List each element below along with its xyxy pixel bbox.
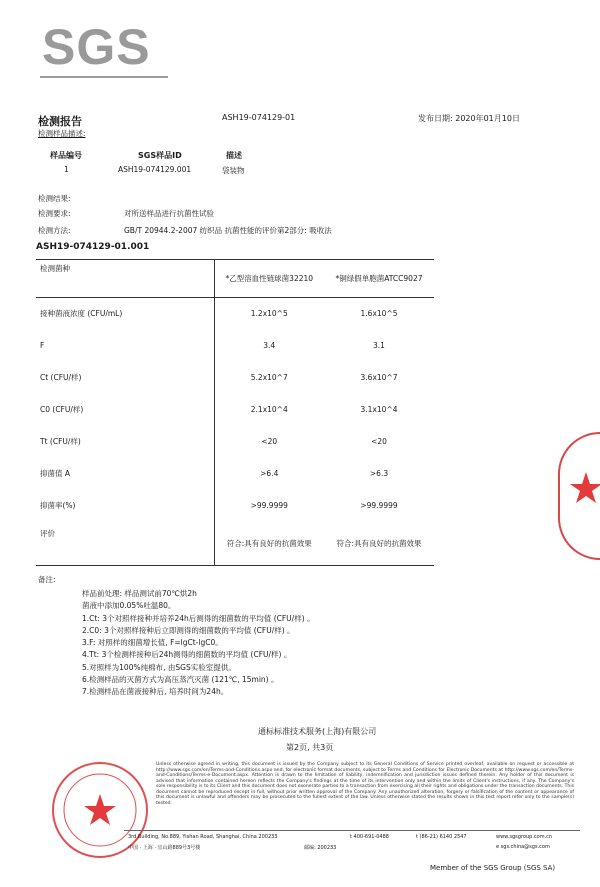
telephone-2: t (86-21) 6140 2547 — [416, 834, 467, 840]
note-line: 6.检测样品的灭菌方式为高压蒸汽灭菌 (121℃, 15min) 。 — [82, 675, 279, 685]
table-row — [36, 426, 434, 458]
results-header-strain-a: *乙型溶血性链球菌32210 — [214, 260, 324, 298]
logo-text: SGS — [42, 19, 151, 75]
results-header-strain-b: *铜绿假单胞菌ATCC9027 — [324, 260, 434, 298]
report-title: 检测报告 — [38, 115, 82, 128]
email-link[interactable]: e sgs.china@sgs.com — [496, 844, 550, 850]
table-row — [36, 362, 434, 394]
table-row — [36, 458, 434, 490]
row-value-b: 3.6x10^7 — [360, 373, 398, 382]
row-value-a: 1.2x10^5 — [250, 309, 288, 319]
description-value: 袋装物 — [222, 166, 245, 175]
row-value-a: <20 — [261, 437, 278, 446]
seal-stamp-right — [558, 432, 600, 560]
row-label: Tt (CFU/样) — [36, 426, 214, 458]
sgs-logo — [42, 19, 170, 80]
results-header-row — [36, 260, 434, 298]
company-name: 通标标准技术服务(上海)有限公司 — [258, 727, 377, 736]
address-band — [124, 830, 580, 854]
row-value-b: 3.1 — [373, 341, 385, 350]
row-value-b: 3.1x10^4 — [360, 405, 398, 414]
address-en: 3rd Building, No.889, Yishan Road, Shanghai, China 200233 — [128, 834, 278, 840]
results-header-strain: 检测菌种 — [36, 260, 214, 298]
page-number: 第2页, 共3页 — [286, 743, 334, 752]
section-id: ASH19-074129-01.001 — [36, 242, 150, 252]
sample-no-header: 样品编号 — [50, 151, 82, 160]
issue-date: 发布日期: 2020年01月10日 — [418, 114, 520, 123]
row-value-b: >99.9999 — [360, 501, 398, 510]
results-table — [36, 259, 434, 566]
row-label: F — [36, 330, 214, 362]
note-line: 2.C0: 3个对照样接种后立即测得的细菌数的平均值 (CFU/样) 。 — [82, 625, 295, 635]
row-label: 评价 — [36, 522, 214, 566]
note-line: 3.F: 对照样的细菌增长值, F=lgCt-lgC0。 — [82, 638, 223, 648]
row-value-a: >99.9999 — [250, 501, 288, 510]
note-line: 菌液中添加0.05%吐温80。 — [82, 601, 176, 611]
table-row — [36, 330, 434, 362]
postcode: 邮编: 200233 — [304, 845, 337, 851]
table-row — [36, 298, 434, 330]
row-label: 抑菌率(%) — [36, 490, 214, 522]
address-cn: 中国 · 上海 · 宜山路889号3号楼 — [128, 845, 201, 851]
row-value-b: 符合:具有良好的抗菌效果 — [324, 522, 434, 566]
test-method-label: 检测方法: — [38, 226, 71, 235]
website-link[interactable]: www.sgsgroup.com.cn — [496, 834, 553, 840]
row-value-b: 1.6x10^5 — [360, 309, 398, 319]
row-label: 抑菌值 A — [36, 458, 214, 490]
test-requirement-label: 检测要求: — [38, 209, 71, 218]
notes-list — [82, 588, 315, 699]
row-value-a: >6.4 — [260, 469, 279, 478]
table-row — [36, 522, 434, 566]
row-label: Ct (CFU/样) — [36, 362, 214, 394]
telephone-1: t 400-691-0488 — [350, 834, 389, 840]
row-value-a: 5.2x10^7 — [250, 373, 288, 382]
row-value-a: 2.1x10^4 — [250, 405, 288, 414]
sgs-sample-id-value: ASH19-074129.001 — [118, 165, 192, 174]
logo-underline — [40, 76, 168, 78]
test-result-label: 检测结果: — [38, 194, 71, 203]
row-label: C0 (CFU/样) — [36, 394, 214, 426]
description-header: 描述 — [226, 151, 242, 160]
member-statement: Member of the SGS Group (SGS SA) — [430, 864, 556, 872]
test-requirement-value: 对所送样品进行抗菌性试验 — [124, 209, 214, 218]
note-line: 5.对照样为100%纯棉布, 由SGS实验室提供。 — [82, 662, 236, 672]
table-row — [36, 394, 434, 426]
sample-no-value: 1 — [64, 165, 69, 174]
row-value-b: <20 — [371, 437, 387, 446]
report-number: ASH19-074129-01 — [222, 113, 296, 122]
row-label: 接种菌液浓度 (CFU/mL) — [36, 298, 214, 330]
note-line: 4.Tt: 3个检测样接种后24h测得的细菌数的平均值 (CFU/样) 。 — [82, 650, 292, 660]
sample-description-label: 检测样品描述: — [38, 129, 86, 138]
row-value-a: 3.4 — [263, 341, 276, 350]
legal-disclaimer: Unless otherwise agreed in writing, this document is issued by the Company subject to its General Conditions of Service printed overleaf, available on request or accessible at http://www.sgs.com/en/Terms-and-Conditions.aspx and, for electronic format documents, subject to Terms and Conditions for Electronic Documents at http://www.sgs.com/en/Terms-and-Conditions/Terms-e-Document.aspx. Attention is drawn to the limitation of liability, indemnification and jurisdiction issues defined therein. Any holder of this document is advised that information contained hereon reflects the Company's findings at the time of its intervention only and within the limits of Client's instructions, if any. The Company's sole responsibility is to its Client and this document does not exonerate parties to a transaction from exercising all their rights and obligations under the transaction documents. This document cannot be reproduced except in full, without prior written approval of the Company. Any unauthorized alteration, forgery or falsification of the content or appearance of this document is unlawful and offenders may be prosecuted to the fullest extent of the law. Unless otherwise stated the results shown in this test report refer only to the sample(s) tested. — [156, 762, 574, 806]
note-line: 样品前处理: 样品测试前70℃烘2h — [82, 589, 197, 598]
test-method-value: GB/T 20944.2-2007 纺织品 抗菌性能的评价第2部分: 吸收法 — [124, 226, 332, 235]
notes-label: 备注: — [38, 575, 56, 584]
star-icon — [560, 434, 600, 560]
note-line: 1.Ct: 3个对照样接种并培养24h后测得的细菌数的平均值 (CFU/样) 。 — [82, 613, 315, 623]
table-row — [36, 490, 434, 522]
note-line: 7.检测样品在菌液接种后, 培养时间为24h。 — [82, 687, 229, 697]
row-value-b: >6.3 — [369, 469, 389, 478]
sgs-sample-id-header: SGS样品ID — [138, 151, 182, 160]
row-value-a: 符合:具有良好的抗菌效果 — [214, 522, 324, 566]
